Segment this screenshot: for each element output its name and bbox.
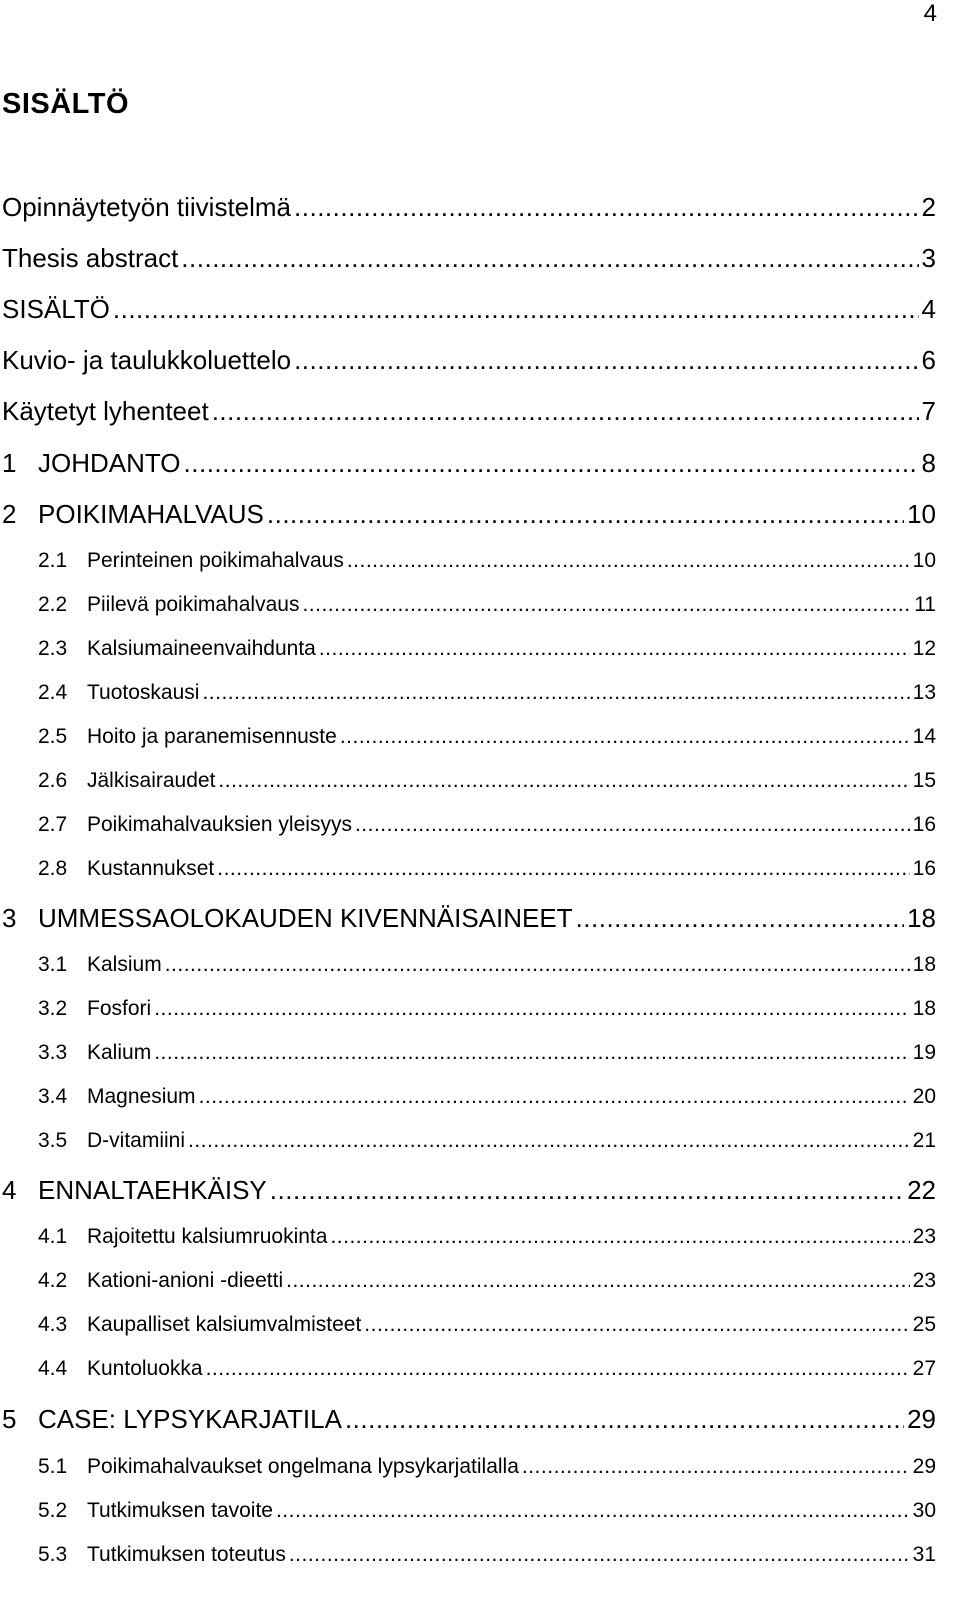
dot-leader <box>113 294 919 325</box>
toc-entry-number: 2.3 <box>38 637 68 660</box>
toc-entry[interactable] <box>38 549 936 573</box>
toc-entry-number: 2.4 <box>38 681 68 704</box>
toc-entry-title: ENNALTAEHKÄISY <box>38 1175 267 1205</box>
dot-leader <box>154 997 909 1021</box>
toc-entry-number: 5 <box>2 1404 17 1434</box>
toc-entry[interactable] <box>2 1175 936 1206</box>
toc-entry-page: 8 <box>921 448 936 478</box>
toc-entry[interactable] <box>38 1499 936 1523</box>
toc-entry-title: Perinteinen poikimahalvaus <box>87 549 344 572</box>
toc-entry[interactable] <box>2 192 936 223</box>
toc-entry-page: 3 <box>921 243 936 273</box>
toc-entry-number: 2.7 <box>38 813 68 836</box>
toc-entry[interactable] <box>2 396 936 427</box>
toc-entry-number: 5.2 <box>38 1499 68 1522</box>
dot-leader <box>199 1085 910 1109</box>
toc-entry-title: Kustannukset <box>87 857 215 880</box>
toc-entry[interactable] <box>38 813 936 837</box>
toc-entry[interactable] <box>38 637 936 661</box>
dot-leader <box>217 857 909 881</box>
toc-entry-page: 16 <box>912 857 936 880</box>
toc-entry[interactable] <box>2 345 936 376</box>
toc-entry-page: 30 <box>912 1499 936 1522</box>
toc-entry-page: 4 <box>921 294 936 324</box>
toc-entry-title: Kationi-anioni -dieetti <box>87 1269 284 1292</box>
toc-entry-page: 19 <box>912 1041 936 1064</box>
toc-entry-page: 10 <box>907 499 936 529</box>
toc-entry-title: Jälkisairaudet <box>87 769 216 792</box>
toc-entry-title: Opinnäytetyön tiivistelmä <box>2 192 292 222</box>
dot-leader <box>154 1041 909 1065</box>
toc-entry-number: 2 <box>2 499 17 529</box>
toc-entry-title: Poikimahalvaukset ongelmana lypsykarjatilalla <box>87 1455 519 1478</box>
dot-leader <box>276 1499 910 1523</box>
toc-entry-number: 3.2 <box>38 997 68 1020</box>
dot-leader <box>212 396 919 427</box>
toc-entry-page: 16 <box>912 813 936 836</box>
toc-entry-title: UMMESSAOLOKAUDEN KIVENNÄISAINEET <box>38 903 573 933</box>
toc-entry-number: 5.3 <box>38 1543 68 1566</box>
toc-entry-title: Fosfori <box>87 997 152 1020</box>
toc-entry-title: Kuntoluokka <box>87 1357 203 1380</box>
dot-leader <box>165 953 910 977</box>
toc-entry-number: 2.1 <box>38 549 68 572</box>
toc-entry[interactable] <box>38 1543 936 1567</box>
toc-entry-number: 2.2 <box>38 593 68 616</box>
toc-entry[interactable] <box>38 1455 936 1479</box>
dot-leader <box>188 1129 910 1153</box>
toc-entry[interactable] <box>38 681 936 705</box>
toc-entry-page: 18 <box>912 997 936 1020</box>
toc-entry[interactable] <box>2 448 936 479</box>
toc-entry-page: 25 <box>912 1313 936 1336</box>
dot-leader <box>364 1313 909 1337</box>
toc-entry[interactable] <box>38 953 936 977</box>
toc-entry-number: 1 <box>2 448 17 478</box>
toc-entry-page: 6 <box>921 345 936 375</box>
toc-entry-page: 14 <box>912 725 936 748</box>
dot-leader <box>289 1543 910 1567</box>
toc-entry-title: Thesis abstract <box>2 243 179 273</box>
toc-entry-page: 22 <box>907 1175 936 1205</box>
toc-entry[interactable] <box>38 593 936 617</box>
dot-leader <box>522 1455 910 1479</box>
toc-entry-number: 5.1 <box>38 1455 68 1478</box>
dot-leader <box>267 499 904 530</box>
toc-entry[interactable] <box>2 499 936 530</box>
toc-entry-number: 2.5 <box>38 725 68 748</box>
toc-entry-title: Magnesium <box>87 1085 196 1108</box>
toc-entry-title: Käytetyt lyhenteet <box>2 396 209 426</box>
toc-entry[interactable] <box>38 997 936 1021</box>
toc-entry-number: 2.6 <box>38 769 68 792</box>
dot-leader <box>576 903 905 934</box>
dot-leader <box>286 1269 910 1293</box>
toc-entry[interactable] <box>38 1129 936 1153</box>
toc-entry-number: 3.3 <box>38 1041 68 1064</box>
toc-entry[interactable] <box>2 243 936 274</box>
toc-entry-number: 3 <box>2 903 17 933</box>
toc-entry-number: 4.4 <box>38 1357 68 1380</box>
toc-entry[interactable] <box>38 769 936 793</box>
dot-leader <box>184 448 919 479</box>
dot-leader <box>302 593 911 617</box>
toc-entry-title: Tutkimuksen toteutus <box>87 1543 286 1566</box>
toc-entry-page: 10 <box>912 549 936 572</box>
dot-leader <box>270 1175 904 1206</box>
toc-entry[interactable] <box>2 1404 936 1435</box>
toc-entry-page: 29 <box>912 1455 936 1478</box>
dot-leader <box>181 243 918 274</box>
toc-entry-title: Tuotoskausi <box>87 681 200 704</box>
toc-entry[interactable] <box>38 857 936 881</box>
toc-entry[interactable] <box>38 1085 936 1109</box>
toc-entry-title: POIKIMAHALVAUS <box>38 499 264 529</box>
toc-entry-page: 7 <box>921 396 936 426</box>
toc-entry-page: 11 <box>914 593 936 616</box>
toc-entry[interactable] <box>38 1313 936 1337</box>
toc-entry-title: Piilevä poikimahalvaus <box>87 593 300 616</box>
toc-entry-title: JOHDANTO <box>38 448 181 478</box>
toc-entry-page: 23 <box>912 1269 936 1292</box>
toc-entry-page: 2 <box>921 192 936 222</box>
dot-leader <box>347 549 910 573</box>
toc-entry-title: Hoito ja paranemisennuste <box>87 725 337 748</box>
toc-entry-page: 13 <box>912 681 936 704</box>
toc-heading: SISÄLTÖ <box>2 88 130 120</box>
toc-entry[interactable] <box>38 1225 936 1249</box>
toc-entry-title: Tutkimuksen tavoite <box>87 1499 273 1522</box>
toc-entry-number: 4 <box>2 1175 17 1205</box>
toc-entry-title: Kalium <box>87 1041 152 1064</box>
dot-leader <box>340 725 910 749</box>
toc-entry-title: Poikimahalvauksien yleisyys <box>87 813 352 836</box>
toc-entry-title: Kuvio- ja taulukkoluettelo <box>2 345 292 375</box>
toc-entry-title: D-vitamiini <box>87 1129 186 1152</box>
toc-entry-number: 3.5 <box>38 1129 68 1152</box>
toc-entry-page: 27 <box>912 1357 936 1380</box>
toc-entry[interactable] <box>2 903 936 934</box>
dot-leader <box>218 769 909 793</box>
toc-entry-number: 2.8 <box>38 857 68 880</box>
toc-entry[interactable] <box>38 1269 936 1293</box>
toc-entry-number: 3.1 <box>38 953 68 976</box>
toc-entry-title: SISÄLTÖ <box>2 294 110 324</box>
toc-entry[interactable] <box>38 725 936 749</box>
toc-entry-page: 18 <box>907 903 936 933</box>
toc-entry-page: 31 <box>912 1543 936 1566</box>
toc-entry-number: 3.4 <box>38 1085 68 1108</box>
toc-entry-page: 29 <box>907 1404 936 1434</box>
toc-entry[interactable] <box>38 1041 936 1065</box>
dot-leader <box>355 813 910 837</box>
toc-entry-page: 12 <box>912 637 936 660</box>
toc-entry-title: CASE: LYPSYKARJATILA <box>38 1404 342 1434</box>
dot-leader <box>345 1404 904 1435</box>
toc-entry-title: Rajoitettu kalsiumruokinta <box>87 1225 328 1248</box>
toc-entry-number: 4.3 <box>38 1313 68 1336</box>
dot-leader <box>294 345 918 376</box>
toc-entry-page: 20 <box>912 1085 936 1108</box>
toc-entry-page: 23 <box>912 1225 936 1248</box>
toc-entry-page: 21 <box>912 1129 936 1152</box>
dot-leader <box>330 1225 909 1249</box>
page-number: 4 <box>923 0 937 27</box>
toc-entry-page: 15 <box>912 769 936 792</box>
dot-leader <box>206 1357 910 1381</box>
toc-entry-page: 18 <box>912 953 936 976</box>
toc-entry-title: Kaupalliset kalsiumvalmisteet <box>87 1313 362 1336</box>
toc-entry-number: 4.2 <box>38 1269 68 1292</box>
toc-entry-title: Kalsium <box>87 953 162 976</box>
toc-entry-title: Kalsiumaineenvaihdunta <box>87 637 316 660</box>
dot-leader <box>202 681 909 705</box>
toc-entry-number: 4.1 <box>38 1225 68 1248</box>
dot-leader <box>294 192 919 223</box>
toc-entry[interactable] <box>38 1357 936 1381</box>
toc-entry[interactable] <box>2 294 936 325</box>
dot-leader <box>319 637 910 661</box>
